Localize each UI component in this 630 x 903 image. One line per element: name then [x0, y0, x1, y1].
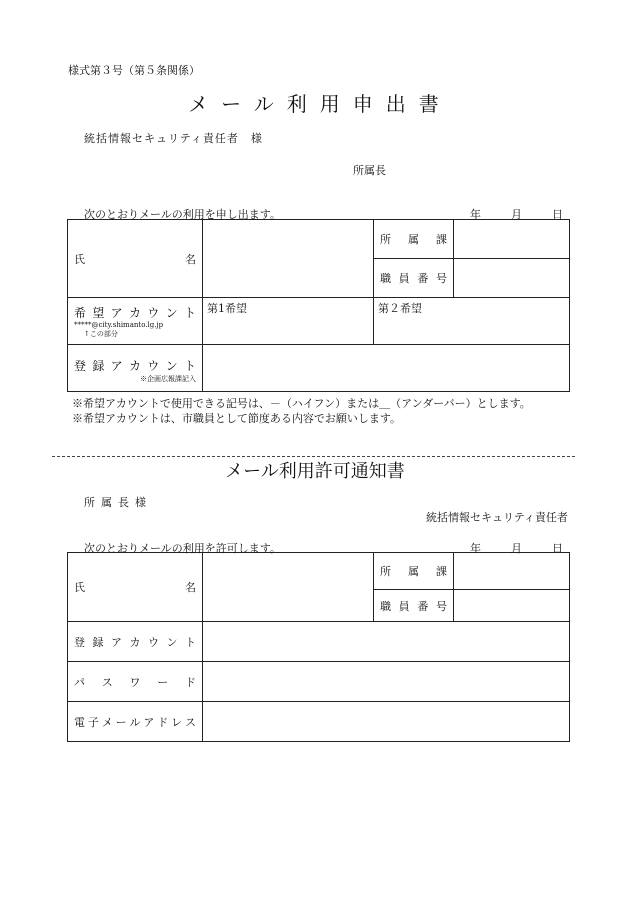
label-char: 登: [74, 359, 87, 373]
label-char: ド: [185, 675, 196, 689]
permission-intro: 次のとおりメールの利用を許可します。: [84, 542, 281, 555]
staff-no-label-chars: [374, 270, 453, 286]
date-year: 年: [470, 542, 481, 555]
label-char: ー: [115, 715, 127, 729]
staff-no-label-chars: [374, 598, 453, 614]
name-field[interactable]: [203, 553, 374, 622]
date-month: 月: [511, 542, 522, 555]
form-number: 様式第３号（第５条関係）: [68, 64, 200, 77]
application-addressee: 統括情報セキュリティ責任者 様: [84, 132, 263, 145]
label-char: ン: [165, 359, 178, 373]
label-char: カ: [129, 635, 141, 649]
label-char: 員: [398, 272, 410, 285]
application-intro: 次のとおりメールの利用を申し出ます。: [84, 208, 281, 221]
label-char: カ: [128, 359, 141, 373]
label-char: 属: [408, 233, 419, 246]
label-char: ウ: [147, 359, 160, 373]
name-label: 氏 名: [68, 220, 203, 298]
label-char: 登: [74, 635, 85, 649]
registered-account-label: [68, 622, 203, 662]
desired-account-label: [68, 298, 203, 345]
first-choice-field[interactable]: [203, 298, 374, 345]
registered-account-label-chars: [68, 634, 202, 650]
permission-from: 統括情報セキュリティ責任者: [426, 511, 568, 524]
note-symbols: ※希望アカウントで使用できる記号は、－（ハイフン）または＿（アンダーバー）とします。: [72, 397, 531, 410]
permission-addressee: 所属長様: [84, 496, 152, 509]
dept-field[interactable]: [454, 220, 570, 259]
label-char: ト: [185, 635, 196, 649]
permission-title: メール利用許可通知書: [225, 461, 405, 482]
application-title: メール利用申出書: [188, 92, 452, 116]
label-char: 電: [74, 715, 85, 729]
label-char: パ: [74, 675, 85, 689]
dept-label-chars: [374, 563, 453, 579]
label-char: 番: [417, 272, 429, 285]
email-field[interactable]: [203, 702, 570, 742]
label-char: 子: [87, 715, 99, 729]
second-choice-label: 第２希望: [378, 302, 422, 315]
label-char: レ: [171, 715, 183, 729]
application-table: [67, 219, 570, 392]
label-char: 号: [435, 599, 447, 613]
label-char: ド: [157, 715, 169, 729]
label-char: 所: [380, 565, 391, 578]
label-char: 課: [436, 233, 447, 246]
registered-account-note: ※企画広報課記入: [140, 375, 196, 383]
label-char: 希: [74, 305, 87, 320]
applicant-position: 所属長: [353, 164, 386, 177]
label-char: カ: [128, 305, 141, 320]
staff-no-field[interactable]: [454, 590, 570, 622]
second-choice-field[interactable]: [374, 298, 570, 345]
label-char: ス: [101, 675, 113, 689]
staff-no-field[interactable]: [454, 259, 570, 298]
note-decency: ※希望アカウントは、市職員として節度ある内容でお願いします。: [72, 412, 402, 425]
staff-no-label: [374, 259, 454, 298]
dept-label: [374, 220, 454, 259]
staff-no-label: [374, 590, 454, 622]
label-char: 員: [398, 599, 410, 613]
label-char: 属: [408, 565, 419, 578]
label-char: ー: [157, 675, 169, 689]
permission-table: [67, 552, 570, 742]
registered-account-field[interactable]: [203, 622, 570, 662]
desired-account-hint: ↑この部分: [84, 329, 118, 338]
label-char: 録: [92, 635, 104, 649]
password-label: [68, 662, 203, 702]
label-char: ア: [110, 359, 123, 373]
label-char: ト: [183, 359, 196, 373]
name-label: 氏 名: [68, 553, 203, 622]
first-choice-label: 第1希望: [207, 302, 247, 315]
dept-label-chars: [374, 231, 453, 247]
date-day: 日: [552, 542, 563, 555]
registered-account-label-chars: [74, 357, 196, 374]
label-char: ア: [143, 715, 155, 729]
label-char: ン: [165, 305, 178, 320]
label-char: ウ: [148, 635, 159, 649]
label-char: 望: [92, 305, 105, 320]
label-char: 号: [435, 272, 447, 285]
email-label: [68, 702, 203, 742]
registered-account-label: [68, 345, 203, 392]
password-label-chars: [68, 674, 202, 690]
label-char: ト: [183, 305, 196, 320]
label-char: 職: [380, 272, 391, 285]
label-char: メ: [101, 715, 113, 729]
label-char: ア: [111, 635, 122, 649]
label-char: 番: [417, 599, 429, 613]
registered-account-field[interactable]: [203, 345, 570, 392]
password-field[interactable]: [203, 662, 570, 702]
label-char: 所: [380, 233, 391, 246]
label-char: ア: [110, 305, 123, 320]
label-char: 職: [380, 599, 391, 613]
date-day: 日: [552, 208, 563, 221]
label-char: ン: [166, 635, 178, 649]
date-month: 月: [511, 208, 522, 221]
label-char: 課: [436, 565, 447, 578]
label-char: 録: [92, 359, 105, 373]
date-year: 年: [470, 208, 481, 221]
desired-account-example: *****@city.shimanto.lg.jp: [74, 320, 164, 329]
email-label-chars: [68, 714, 202, 730]
label-char: ワ: [129, 675, 141, 689]
name-field[interactable]: [203, 220, 374, 298]
dept-label: [374, 553, 454, 590]
dept-field[interactable]: [454, 553, 570, 590]
desired-account-label-chars: [74, 304, 196, 321]
label-char: ス: [185, 715, 196, 729]
label-char: ル: [129, 715, 141, 729]
label-char: ウ: [147, 305, 160, 320]
